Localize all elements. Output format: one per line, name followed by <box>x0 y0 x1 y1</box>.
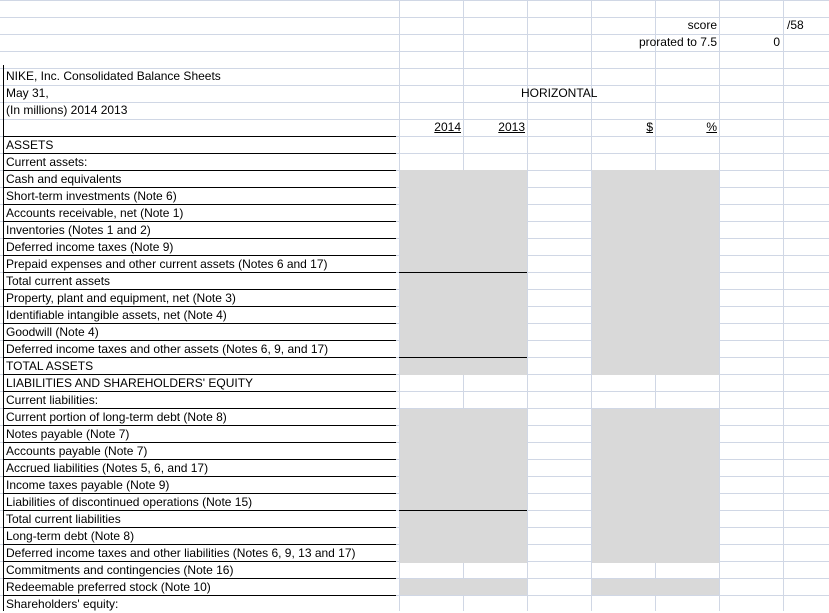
row-label: Short-term investments (Note 6) <box>3 187 396 204</box>
subtotal-rule <box>399 272 527 273</box>
row-label: Current liabilities: <box>3 391 396 408</box>
subtotal-rule <box>399 510 527 511</box>
row-label: Cash and equivalents <box>3 170 396 187</box>
subtotal-rule <box>399 357 527 358</box>
row-divider <box>0 0 829 1</box>
sheet-units: (In millions) 2014 2013 <box>6 103 128 117</box>
row-label: Total current assets <box>3 272 396 289</box>
horizontal-heading: HORIZONTAL <box>521 86 598 100</box>
sheet-date: May 31, <box>6 86 49 100</box>
row-divider <box>0 85 829 86</box>
row-label: Deferred income taxes and other assets (Notes 6, 9, and 17) <box>3 340 396 357</box>
row-label: Goodwill (Note 4) <box>3 323 396 340</box>
prorated-value[interactable]: 0 <box>773 35 780 49</box>
row-label: TOTAL ASSETS <box>3 357 396 374</box>
row-label: Current assets: <box>3 153 396 170</box>
row-label: Accrued liabilities (Notes 5, 6, and 17) <box>3 459 396 476</box>
row-label: Inventories (Notes 1 and 2) <box>3 221 396 238</box>
row-label: Notes payable (Note 7) <box>3 425 396 442</box>
sheet-title: NIKE, Inc. Consolidated Balance Sheets <box>6 69 221 83</box>
row-label: Deferred income taxes (Note 9) <box>3 238 396 255</box>
row-label: Shareholders' equity: <box>3 595 396 612</box>
row-label: Current portion of long-term debt (Note 8) <box>3 408 396 425</box>
row-label: Liabilities of discontinued operations (Note 15) <box>3 493 396 510</box>
prorated-label: prorated to 7.5 <box>638 35 717 49</box>
score-total: /58 <box>787 18 804 32</box>
row-label: Commitments and contingencies (Note 16) <box>3 561 396 578</box>
input-block-liabilities-years[interactable] <box>400 409 527 563</box>
row-label: Long-term debt (Note 8) <box>3 527 396 544</box>
input-block-liabilities-horizontal[interactable] <box>592 409 719 563</box>
row-label: Property, plant and equipment, net (Note 3) <box>3 289 396 306</box>
input-block-assets-horizontal[interactable] <box>592 170 719 375</box>
input-block-preferred-horizontal[interactable] <box>592 579 719 595</box>
score-label: score <box>687 18 717 32</box>
input-block-preferred-years[interactable] <box>400 579 527 595</box>
row-label: Total current liabilities <box>3 510 396 527</box>
col-2013-header: 2013 <box>498 120 525 134</box>
row-label: LIABILITIES AND SHAREHOLDERS' EQUITY <box>3 374 396 391</box>
row-label: Accounts payable (Note 7) <box>3 442 396 459</box>
row-label: Income taxes payable (Note 9) <box>3 476 396 493</box>
row-label: ASSETS <box>3 136 396 153</box>
row-label: Deferred income taxes and other liabilities (Notes 6, 9, 13 and 17) <box>3 544 396 561</box>
row-label: Prepaid expenses and other current assets (Notes 6 and 17) <box>3 255 396 272</box>
row-label: Accounts receivable, net (Note 1) <box>3 204 396 221</box>
col-dollar-header: $ <box>646 120 653 134</box>
row-divider <box>0 51 829 52</box>
col-percent-header: % <box>706 120 717 134</box>
row-label: Redeemable preferred stock (Note 10) <box>3 578 396 595</box>
row-label: Identifiable intangible assets, net (Note 4) <box>3 306 396 323</box>
col-2014-header: 2014 <box>434 120 461 134</box>
